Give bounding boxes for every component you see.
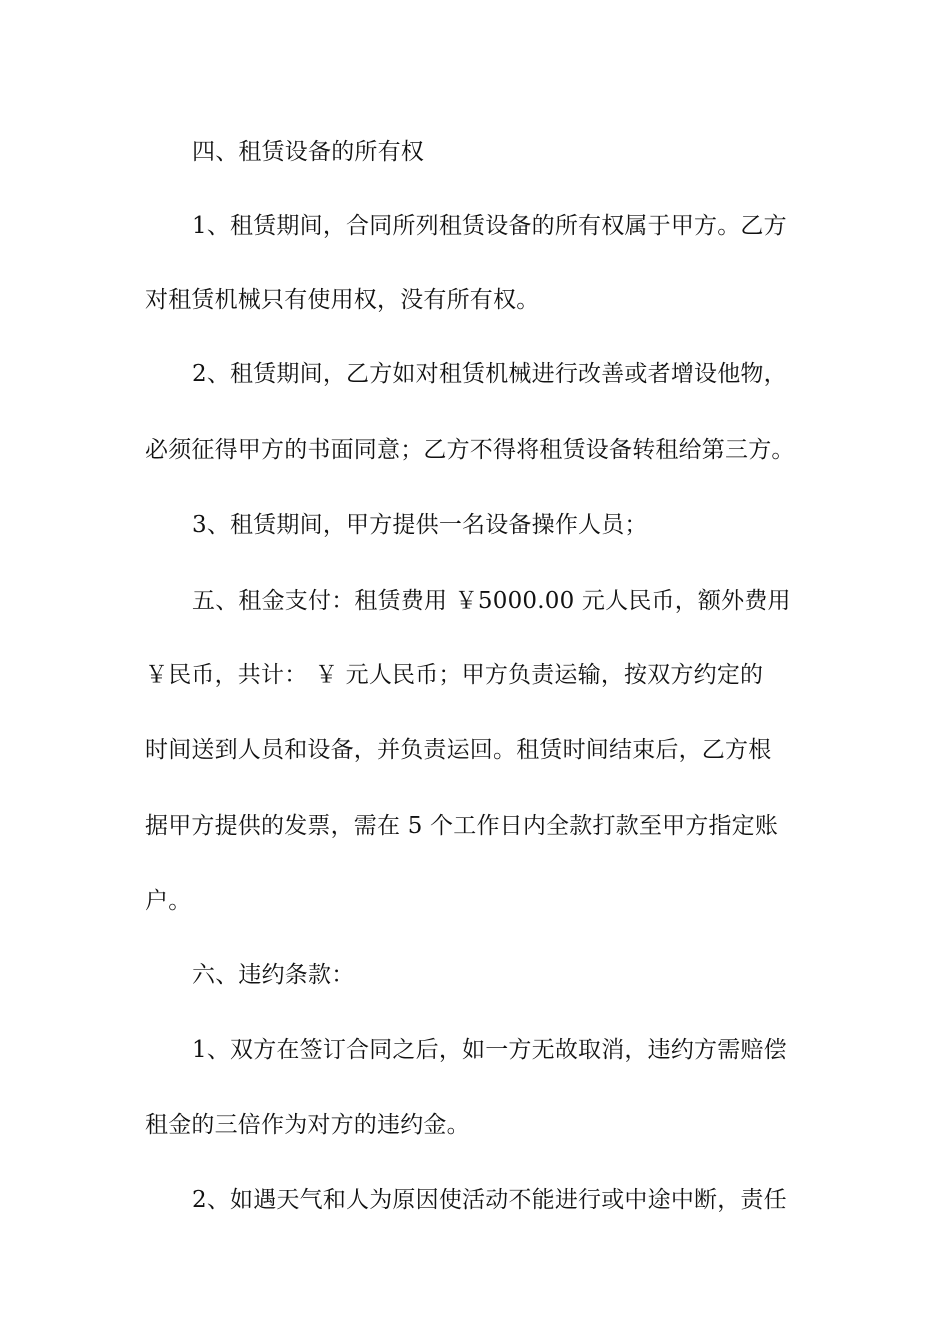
paragraph-line: 1、租赁期间，合同所列租赁设备的所有权属于甲方。乙方: [192, 213, 787, 239]
paragraph-line: 2、租赁期间，乙方如对租赁机械进行改善或者增设他物，: [192, 361, 787, 387]
section-heading-payment: 五、租金支付：租赁费用 ￥5000.00 元人民币，额外费用: [192, 588, 791, 614]
paragraph-line: 对租赁机械只有使用权，没有所有权。: [145, 287, 540, 313]
paragraph-line: 户。: [145, 888, 192, 914]
section-heading-breach: 六、违约条款：: [192, 962, 355, 988]
paragraph-line: 1、双方在签订合同之后，如一方无故取消，违约方需赔偿: [192, 1037, 787, 1063]
paragraph-line: 3、租赁期间，甲方提供一名设备操作人员；: [192, 512, 648, 538]
section-heading-ownership: 四、租赁设备的所有权: [192, 139, 424, 165]
paragraph-line: ￥民币，共计： ￥ 元人民币；甲方负责运输，按双方约定的: [145, 662, 764, 688]
paragraph-line: 必须征得甲方的书面同意；乙方不得将租赁设备转租给第三方。: [145, 437, 795, 463]
paragraph-line: 时间送到人员和设备，并负责运回。租赁时间结束后，乙方根: [145, 737, 772, 763]
paragraph-line: 据甲方提供的发票，需在 5 个工作日内全款打款至甲方指定账: [145, 813, 779, 839]
paragraph-line: 2、如遇天气和人为原因使活动不能进行或中途中断，责任: [192, 1187, 787, 1213]
paragraph-line: 租金的三倍作为对方的违约金。: [145, 1112, 470, 1138]
